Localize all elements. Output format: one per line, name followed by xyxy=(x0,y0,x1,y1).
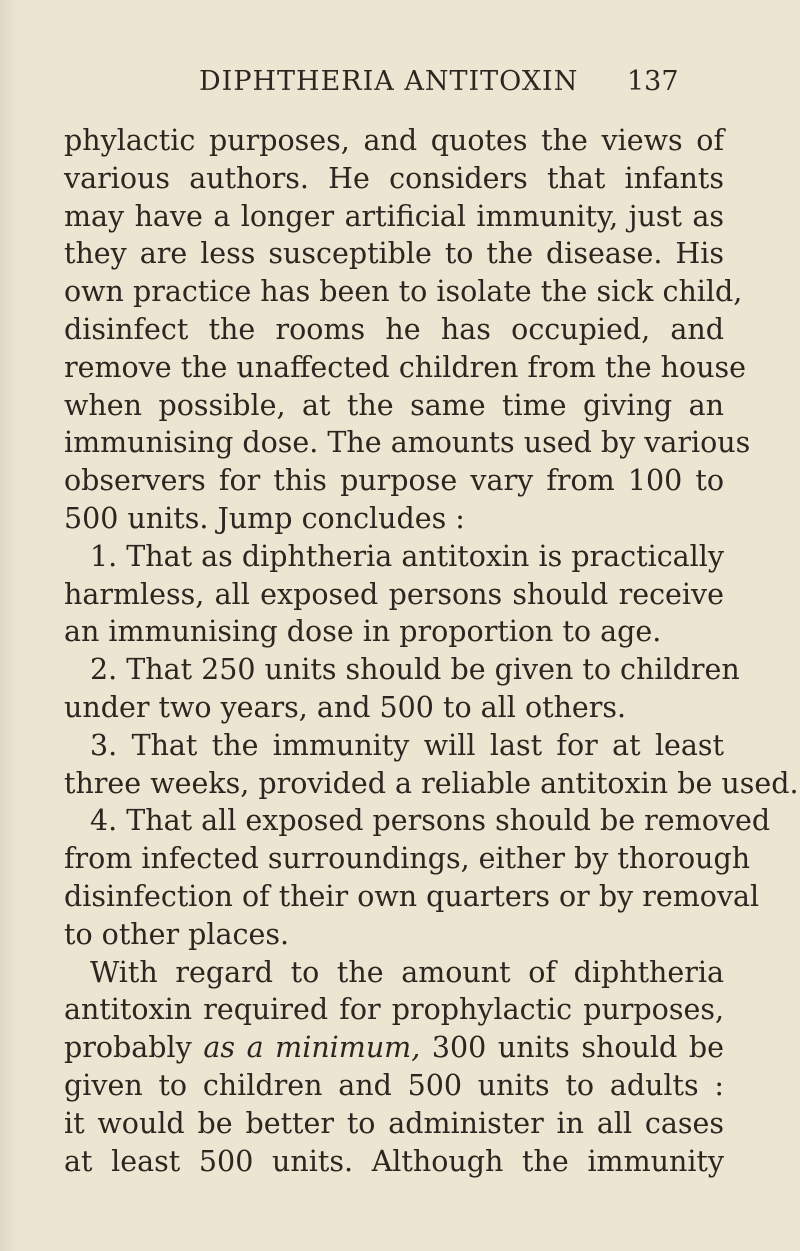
italic-phrase: as a minimum, xyxy=(203,1031,421,1065)
text-line: disinfect the rooms he has occupied, and xyxy=(64,312,724,346)
text-line: harmless, all exposed persons should receive xyxy=(64,577,724,611)
text-line: when possible, at the same time giving an xyxy=(64,388,724,422)
text-line: it would be better to administer in all cases xyxy=(64,1106,724,1140)
text-line: they are less susceptible to the disease. His xyxy=(64,237,724,271)
text-line: phylactic purposes, and quotes the views of xyxy=(64,124,724,157)
page-number: 137 xyxy=(627,66,679,97)
text-line: antitoxin required for prophylactic purposes, xyxy=(64,993,724,1027)
text-line: an immunising dose in proportion to age. xyxy=(64,615,662,649)
text-line: may have a longer artificial immunity, just as xyxy=(64,199,724,233)
list-item-2: 2. That 250 units should be given to children xyxy=(90,653,740,687)
page-header xyxy=(0,66,800,106)
text-line: various authors. He considers that infants xyxy=(64,161,724,195)
text-line: observers for this purpose vary from 100 to xyxy=(64,464,724,498)
text-line: to other places. xyxy=(64,917,290,951)
text-line-with-italic xyxy=(64,1029,724,1067)
text-line: at least 500 units. Although the immunity xyxy=(64,1144,724,1178)
text-line: given to children and 500 units to adults : xyxy=(64,1068,724,1102)
body-text xyxy=(64,122,799,1180)
text-line: from infected surroundings, either by thorough xyxy=(64,842,751,876)
text-line: immunising dose. The amounts used by various xyxy=(64,426,751,460)
text-line: under two years, and 500 to all others. xyxy=(64,690,627,724)
list-item-1: 1. That as diphtheria antitoxin is practically xyxy=(90,539,724,573)
text-line: disinfection of their own quarters or by removal xyxy=(64,879,760,913)
running-title: DIPHTHERIA ANTITOXIN xyxy=(199,66,579,97)
list-item-4: 4. That all exposed persons should be removed xyxy=(90,804,771,838)
text-fragment: probably xyxy=(64,1031,204,1065)
text-fragment: 300 units should be xyxy=(420,1031,724,1065)
text-line: remove the unaffected children from the house xyxy=(64,350,747,384)
text-line: three weeks, provided a reliable antitoxin be used. xyxy=(64,766,799,800)
text-line: own practice has been to isolate the sick child, xyxy=(64,275,743,309)
list-item-3: 3. That the immunity will last for at least xyxy=(90,728,724,762)
text-line: 500 units. Jump concludes : xyxy=(64,501,465,535)
paragraph-start: With regard to the amount of diphtheria xyxy=(90,955,724,989)
